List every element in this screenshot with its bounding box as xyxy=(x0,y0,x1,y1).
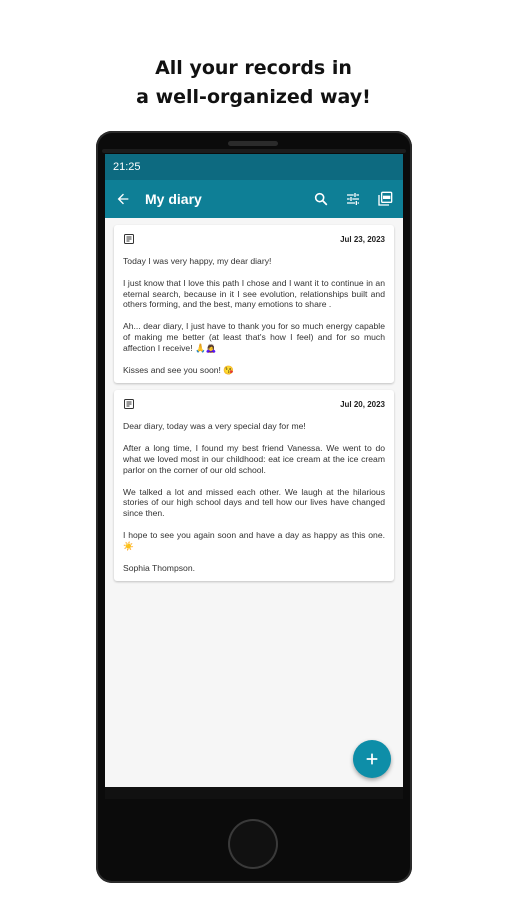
diary-entry-list xyxy=(105,218,403,581)
back-arrow-icon[interactable] xyxy=(115,191,131,207)
entry-paragraph: I just know that I love this path I chose and I want it to continue in an eternal search, because in it I see evolution, relationships built and others forming, and the best, many emotions to share . xyxy=(123,277,385,310)
entry-date: Jul 20, 2023 xyxy=(340,399,385,409)
plus-icon xyxy=(364,751,380,767)
status-bar xyxy=(105,154,403,180)
page-title: My diary xyxy=(145,191,202,207)
add-entry-button[interactable] xyxy=(353,740,391,778)
app-bar xyxy=(105,180,403,218)
entry-paragraph: Sophia Thompson. xyxy=(123,562,195,573)
home-button[interactable] xyxy=(230,821,276,867)
entry-paragraph: Today I was very happy, my dear diary! xyxy=(123,256,272,266)
entry-paragraph: We talked a lot and missed each other. We laugh at the hilarious stories of our high school days and tell how our lives have changed since then. xyxy=(123,486,385,519)
tune-icon[interactable] xyxy=(345,191,361,207)
diary-entry-card[interactable] xyxy=(114,390,394,581)
note-icon xyxy=(123,398,135,410)
entry-paragraph: Dear diary, today was a very special day for me! xyxy=(123,421,306,432)
entry-date: Jul 23, 2023 xyxy=(340,234,385,244)
promo-headline xyxy=(0,54,507,112)
entry-paragraph: Ah... dear diary, I just have to thank you for so much energy capable of making me better (at least that's how I feel) and for so much affection I receive! 🙏🙇‍♀️ xyxy=(123,321,385,353)
diary-entry-card[interactable] xyxy=(114,225,394,383)
entry-paragraph: I hope to see you again soon and have a day as happy as this one. ☀️ xyxy=(123,529,385,551)
headline-line-2: a well-organized way! xyxy=(136,86,371,108)
phone-speaker xyxy=(228,141,278,146)
entry-paragraph: Kisses and see you soon! 😘 xyxy=(123,364,235,375)
headline-line-1: All your records in xyxy=(155,57,352,79)
search-icon[interactable] xyxy=(313,191,329,207)
pdf-icon[interactable] xyxy=(377,191,393,207)
entry-paragraph: After a long time, I found my best friend Vanessa. We went to do what we loved most in our childhood: eat ice cream at the ice cream parlor on the corner of our old school. xyxy=(123,443,385,475)
phone-bezel xyxy=(102,149,406,153)
status-time: 21:25 xyxy=(113,161,141,173)
note-icon xyxy=(123,233,135,245)
phone-screen xyxy=(105,154,403,799)
system-nav-bar xyxy=(105,787,403,799)
phone-frame xyxy=(96,131,412,883)
